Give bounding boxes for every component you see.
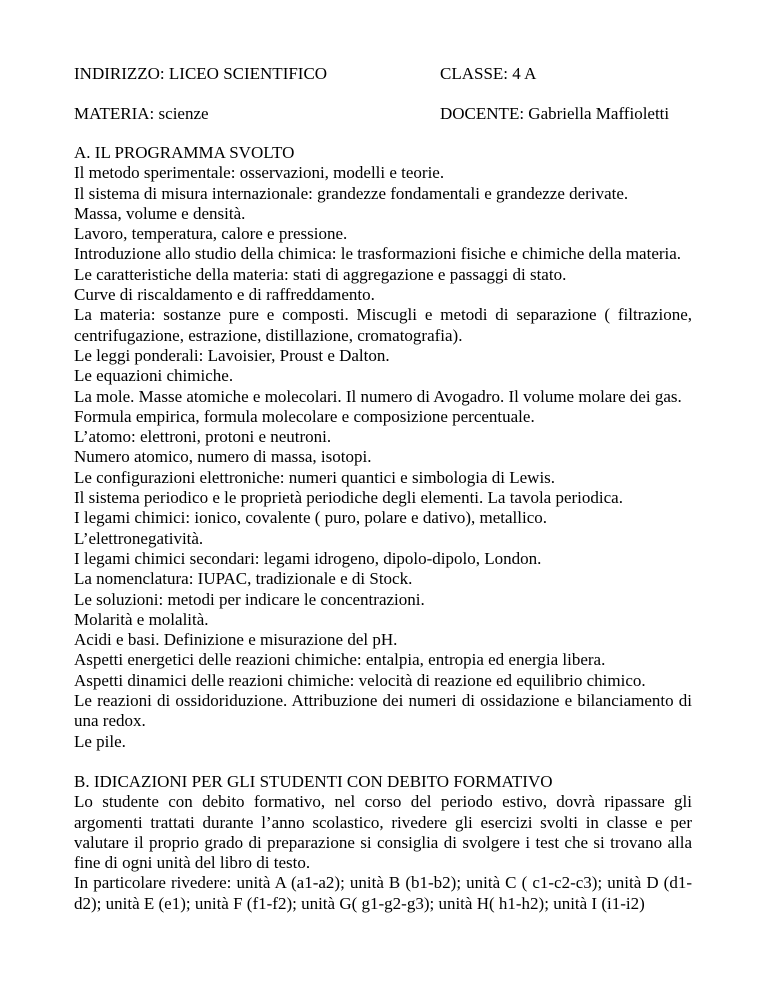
program-item: Formula empirica, formula molecolare e composizione percentuale. (74, 406, 535, 426)
program-item: La nomenclatura: IUPAC, tradizionale e di Stock. (74, 569, 413, 589)
header-indirizzo: INDIRIZZO: LICEO SCIENTIFICO (74, 64, 328, 83)
program-item: La mole. Masse atomiche e molecolari. Il numero di Avogadro. Il volume molare dei gas. (74, 386, 682, 406)
header-docente: DOCENTE: Gabriella Maffioletti (440, 104, 670, 123)
program-item: Curve di riscaldamento e di raffreddamento. (74, 285, 375, 305)
program-item: Le pile. (74, 731, 126, 751)
program-item: Molarità e molalità. (74, 609, 209, 629)
program-item: Numero atomico, numero di massa, isotopi. (74, 447, 372, 467)
program-item: Acidi e basi. Definizione e misurazione del pH. (74, 630, 398, 650)
program-item: La materia: sostanze pure e composti. Miscugli e metodi di separazione ( filtrazione, centrifugazione, estrazione, distillazione, cromatografia). (74, 305, 692, 345)
section-spacer (74, 752, 692, 772)
program-item: Le leggi ponderali: Lavoisier, Proust e Dalton. (74, 345, 390, 365)
program-item: Lavoro, temperatura, calore e pressione. (74, 224, 348, 244)
program-item: L’elettronegatività. (74, 528, 204, 548)
program-item: Le caratteristiche della materia: stati di aggregazione e passaggi di stato. (74, 264, 567, 284)
program-item: Le reazioni di ossidoriduzione. Attribuzione dei numeri di ossidazione e bilanciamento di una redox. (74, 691, 692, 731)
program-item: Introduzione allo studio della chimica: le trasformazioni fisiche e chimiche della materia. (74, 244, 682, 264)
program-item: I legami chimici secondari: legami idrogeno, dipolo-dipolo, London. (74, 548, 542, 568)
program-item: Massa, volume e densità. (74, 203, 246, 223)
program-item: Le equazioni chimiche. (74, 366, 234, 386)
section-b-title: B. IDICAZIONI PER GLI STUDENTI CON DEBITO FORMATIVO (74, 771, 553, 791)
program-item: Aspetti energetici delle reazioni chimiche: entalpia, entropia ed energia libera. (74, 650, 606, 670)
program-item: Aspetti dinamici delle reazioni chimiche: velocità di reazione ed equilibrio chimico. (74, 670, 646, 690)
program-item: Le configurazioni elettroniche: numeri quantici e simbologia di Lewis. (74, 467, 556, 487)
program-item: Le soluzioni: metodi per indicare le concentrazioni. (74, 589, 425, 609)
document-body (74, 143, 692, 914)
section-a-title: A. IL PROGRAMMA SVOLTO (74, 143, 295, 162)
program-item: Il sistema di misura internazionale: grandezze fondamentali e grandezze derivate. (74, 183, 629, 203)
program-item: L’atomo: elettroni, protoni e neutroni. (74, 427, 332, 447)
header-materia: MATERIA: scienze (74, 104, 209, 123)
header-classe: CLASSE: 4 A (440, 64, 537, 83)
section-b-paragraph: Lo studente con debito formativo, nel corso del periodo estivo, dovrà ripassare gli argomenti trattati durante l’anno scolastico, rivedere gli esercizi svolti in classe e per valutare il proprio grado di preparazione si consiglia di svolgere i test che si trovano alla fine di ogni unità del libro di testo. (74, 792, 692, 873)
program-item: Il sistema periodico e le proprietà periodiche degli elementi. La tavola periodica. (74, 488, 623, 508)
section-b-paragraph: In particolare rivedere: unità A (a1-a2); unità B (b1-b2); unità C ( c1-c2-c3); unità D (d1-d2); unità E (e1); unità F (f1-f2); unità G( g1-g2-g3); unità H( h1-h2); unità I (i1-i2) (74, 873, 692, 913)
program-item: Il metodo sperimentale: osservazioni, modelli e teorie. (74, 163, 445, 183)
program-item: I legami chimici: ionico, covalente ( puro, polare e dativo), metallico. (74, 508, 547, 528)
